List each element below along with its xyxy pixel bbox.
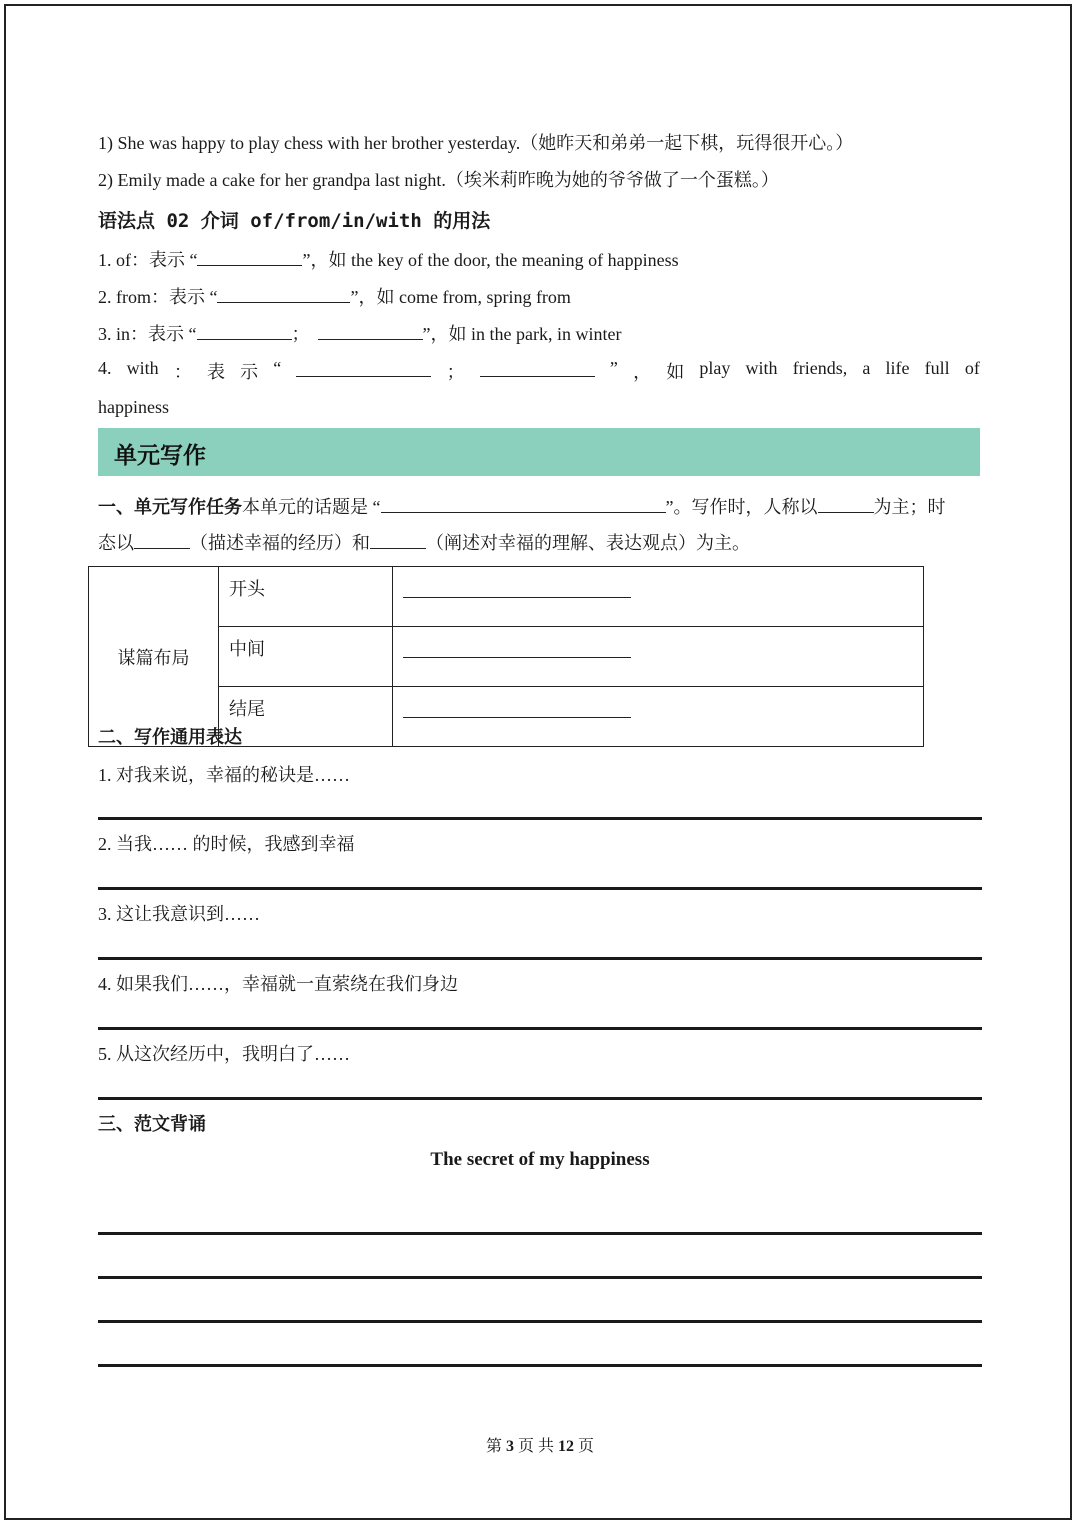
token: of bbox=[964, 358, 980, 378]
grammar-heading: 语法点 02 介词 of/from/in/with 的用法 bbox=[98, 210, 491, 232]
fill-blank[interactable] bbox=[197, 247, 302, 266]
writing-task-text: （阐述对幸福的理解、表达观点）为主。 bbox=[426, 533, 750, 553]
answer-line bbox=[403, 657, 631, 658]
grammar-item-prefix: 1. of：表示 “ bbox=[98, 250, 198, 270]
structure-label: 谋篇布局 bbox=[89, 567, 219, 747]
token: ” bbox=[609, 358, 618, 378]
grammar-item-suffix: ”，如 the key of the door, the meaning of happiness bbox=[302, 250, 679, 270]
topic-blank[interactable] bbox=[381, 494, 666, 513]
current-page-number: 3 bbox=[505, 1438, 514, 1455]
section-ending: 结尾 bbox=[219, 687, 393, 747]
answer-line[interactable] bbox=[98, 1097, 982, 1100]
token: “ bbox=[273, 358, 282, 378]
token: play bbox=[699, 358, 731, 378]
expression-item: 5. 从这次经历中，我明白了…… bbox=[98, 1044, 350, 1064]
grammar-item-prefix: 3. in：表示 “ bbox=[98, 324, 197, 344]
example-sentence-1: 1) She was happy to play chess with her brother yesterday.（她昨天和弟弟一起下棋，玩得很开心。） bbox=[98, 133, 854, 153]
writing-task-text: 态以 bbox=[98, 533, 134, 553]
ending-field[interactable] bbox=[393, 687, 924, 747]
writing-task-line-1 bbox=[98, 493, 980, 519]
fill-blank[interactable] bbox=[296, 358, 431, 377]
section-middle: 中间 bbox=[219, 627, 393, 687]
writing-task-text: 本单元的话题是 “ bbox=[242, 497, 381, 517]
grammar-item-of bbox=[98, 247, 679, 272]
section-banner bbox=[98, 428, 980, 476]
tense-blank-2[interactable] bbox=[370, 530, 426, 549]
writing-task-label: 一、单元写作任务 bbox=[98, 497, 242, 517]
answer-line[interactable] bbox=[98, 887, 982, 890]
writing-task-line-2 bbox=[98, 530, 750, 555]
fill-blank[interactable] bbox=[318, 321, 423, 340]
opening-field[interactable] bbox=[393, 567, 924, 627]
answer-line bbox=[403, 717, 631, 718]
middle-field[interactable] bbox=[393, 627, 924, 687]
tense-blank-1[interactable] bbox=[134, 530, 190, 549]
structure-table bbox=[88, 566, 924, 747]
expression-item: 1. 对我来说，幸福的秘诀是…… bbox=[98, 765, 350, 785]
fill-blank[interactable] bbox=[480, 358, 595, 377]
fill-blank[interactable] bbox=[197, 321, 292, 340]
token: ： bbox=[173, 362, 192, 382]
writing-task-text: 为主；时 bbox=[873, 497, 946, 517]
token: full bbox=[924, 358, 950, 378]
essay-line[interactable] bbox=[98, 1320, 982, 1323]
token: 示 bbox=[240, 362, 259, 382]
section-opening: 开头 bbox=[219, 567, 393, 627]
token: with bbox=[126, 358, 159, 378]
token: ， bbox=[633, 362, 652, 382]
page-footer bbox=[0, 1433, 1080, 1456]
fill-blank[interactable] bbox=[217, 284, 350, 303]
token: 4. bbox=[98, 358, 112, 378]
expression-item: 2. 当我…… 的时候，我感到幸福 bbox=[98, 834, 355, 854]
essay-title: The secret of my happiness bbox=[430, 1149, 650, 1170]
model-essay-heading: 三、范文背诵 bbox=[98, 1114, 206, 1134]
footer-text: 第 bbox=[485, 1438, 502, 1455]
essay-line[interactable] bbox=[98, 1276, 982, 1279]
grammar-item-in bbox=[98, 321, 621, 346]
grammar-item-middle: ； bbox=[291, 324, 310, 344]
section-title: 单元写作 bbox=[114, 443, 206, 469]
footer-text: 页 共 bbox=[517, 1438, 554, 1455]
token: a bbox=[862, 358, 871, 378]
grammar-item-with bbox=[98, 358, 980, 384]
writing-task-text: （描述幸福的经历）和 bbox=[190, 533, 370, 553]
grammar-item-with-continuation: happiness bbox=[98, 397, 169, 417]
token: life bbox=[885, 358, 910, 378]
essay-line[interactable] bbox=[98, 1364, 982, 1367]
grammar-item-prefix: 2. from：表示 “ bbox=[98, 287, 218, 307]
person-blank[interactable] bbox=[818, 494, 874, 513]
grammar-item-suffix: ”，如 come from, spring from bbox=[350, 287, 571, 307]
token: 如 bbox=[666, 362, 685, 382]
token: 表 bbox=[206, 362, 225, 382]
token: ； bbox=[446, 362, 465, 382]
answer-line[interactable] bbox=[98, 957, 982, 960]
token: with bbox=[745, 358, 778, 378]
essay-line[interactable] bbox=[98, 1232, 982, 1235]
answer-line[interactable] bbox=[98, 817, 982, 820]
expressions-heading: 二、写作通用表达 bbox=[98, 727, 242, 747]
footer-text: 页 bbox=[578, 1438, 595, 1455]
answer-line bbox=[403, 597, 631, 598]
grammar-item-from bbox=[98, 284, 571, 309]
grammar-item-suffix: ”，如 in the park, in winter bbox=[422, 324, 622, 344]
expression-item: 4. 如果我们……，幸福就一直萦绕在我们身边 bbox=[98, 974, 458, 994]
token: friends, bbox=[792, 358, 848, 378]
expression-item: 3. 这让我意识到…… bbox=[98, 904, 260, 924]
table-row bbox=[89, 567, 924, 627]
writing-task-text: ”。写作时，人称以 bbox=[665, 497, 818, 517]
answer-line[interactable] bbox=[98, 1027, 982, 1030]
example-sentence-2: 2) Emily made a cake for her grandpa last night.（埃米莉昨晚为她的爷爷做了一个蛋糕。） bbox=[98, 170, 779, 190]
total-page-number: 12 bbox=[558, 1438, 574, 1455]
